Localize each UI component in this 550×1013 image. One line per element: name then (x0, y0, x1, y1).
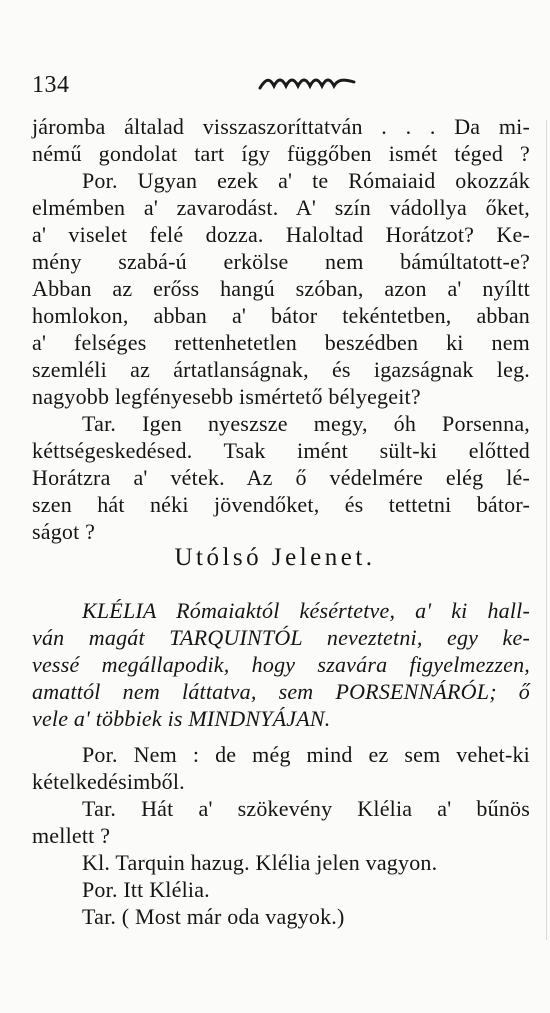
text-line: a' felséges rettenhetetlen beszédben ki nem (32, 330, 530, 355)
scene-heading: Utólsó Jelenet. (174, 544, 376, 571)
dialogue-line: kételkedésimből. (32, 769, 185, 794)
dialogue-line: Por. Itt Klélia. (82, 877, 210, 902)
dialogue-line: Kl. Tarquin hazug. Klélia jelen vagyon. (82, 850, 438, 875)
dialogue-line: mellett ? (32, 823, 111, 848)
text-line: nagyobb legfényesebb ismértető bélyegeit? (32, 384, 421, 409)
text-line: szen hát néki jövendőket, és tettetni bátor- (32, 492, 530, 517)
text-line: homlokon, abban a' bátor tekéntetben, abban (32, 303, 530, 328)
stage-direction-line: KLÉLIA Rómaiaktól késértetve, a' ki hall- (82, 598, 530, 623)
text-line: a' viselet felé dozza. Haloltad Horátzot? Ke- (32, 222, 530, 247)
decorative-ornament-icon (258, 76, 358, 94)
text-line: kéttségeskedésed. Tsak imént sült-ki előtted (32, 438, 530, 463)
stage-direction-line: ván magát TARQUINTÓL neveztetni, egy ke- (32, 625, 530, 650)
text-line: mény szabá-ú erkölse nem bámúltatott-e? (32, 249, 530, 274)
stage-direction-line: vessé megállapodik, hogy szavára figyelmezzen, (32, 652, 530, 677)
text-line: Tar. Igen nyeszsze megy, óh Porsenna, (82, 411, 530, 436)
stage-direction-line: amattól nem láttatva, sem PORSENNÁRÓL; ő (32, 679, 530, 704)
page-edge-line (546, 120, 547, 940)
stage-direction-line: vele a' többiek is MINDNYÁJAN. (32, 706, 331, 731)
text-line: Por. Ugyan ezek a' te Rómaiaid okozzák (82, 168, 530, 193)
text-line: Abban az erőss hangú szóban, azon a' nyíltt (32, 276, 530, 301)
text-line: némű gondolat tart így függőben ismét téged ? (32, 141, 530, 166)
text-line: elmémben a' zavarodást. A' szín vádollya őket, (32, 195, 530, 220)
text-line: ságot ? (32, 519, 96, 544)
text-line: szemléli az ártatlanságnak, és igazságnak leg. (32, 357, 530, 382)
page-number: 134 (32, 72, 70, 98)
text-line: járomba általad visszaszoríttatván . . . Da mi- (32, 114, 530, 139)
text-line: Horátzra a' vétek. Az ő védelmére elég lé- (32, 465, 530, 490)
dialogue-line: Por. Nem : de még mind ez sem vehet-ki (82, 742, 530, 767)
dialogue-line: Tar. ( Most már oda vagyok.) (82, 904, 345, 929)
dialogue-line: Tar. Hát a' szökevény Klélia a' bűnös (82, 796, 530, 821)
page-header (32, 72, 532, 112)
